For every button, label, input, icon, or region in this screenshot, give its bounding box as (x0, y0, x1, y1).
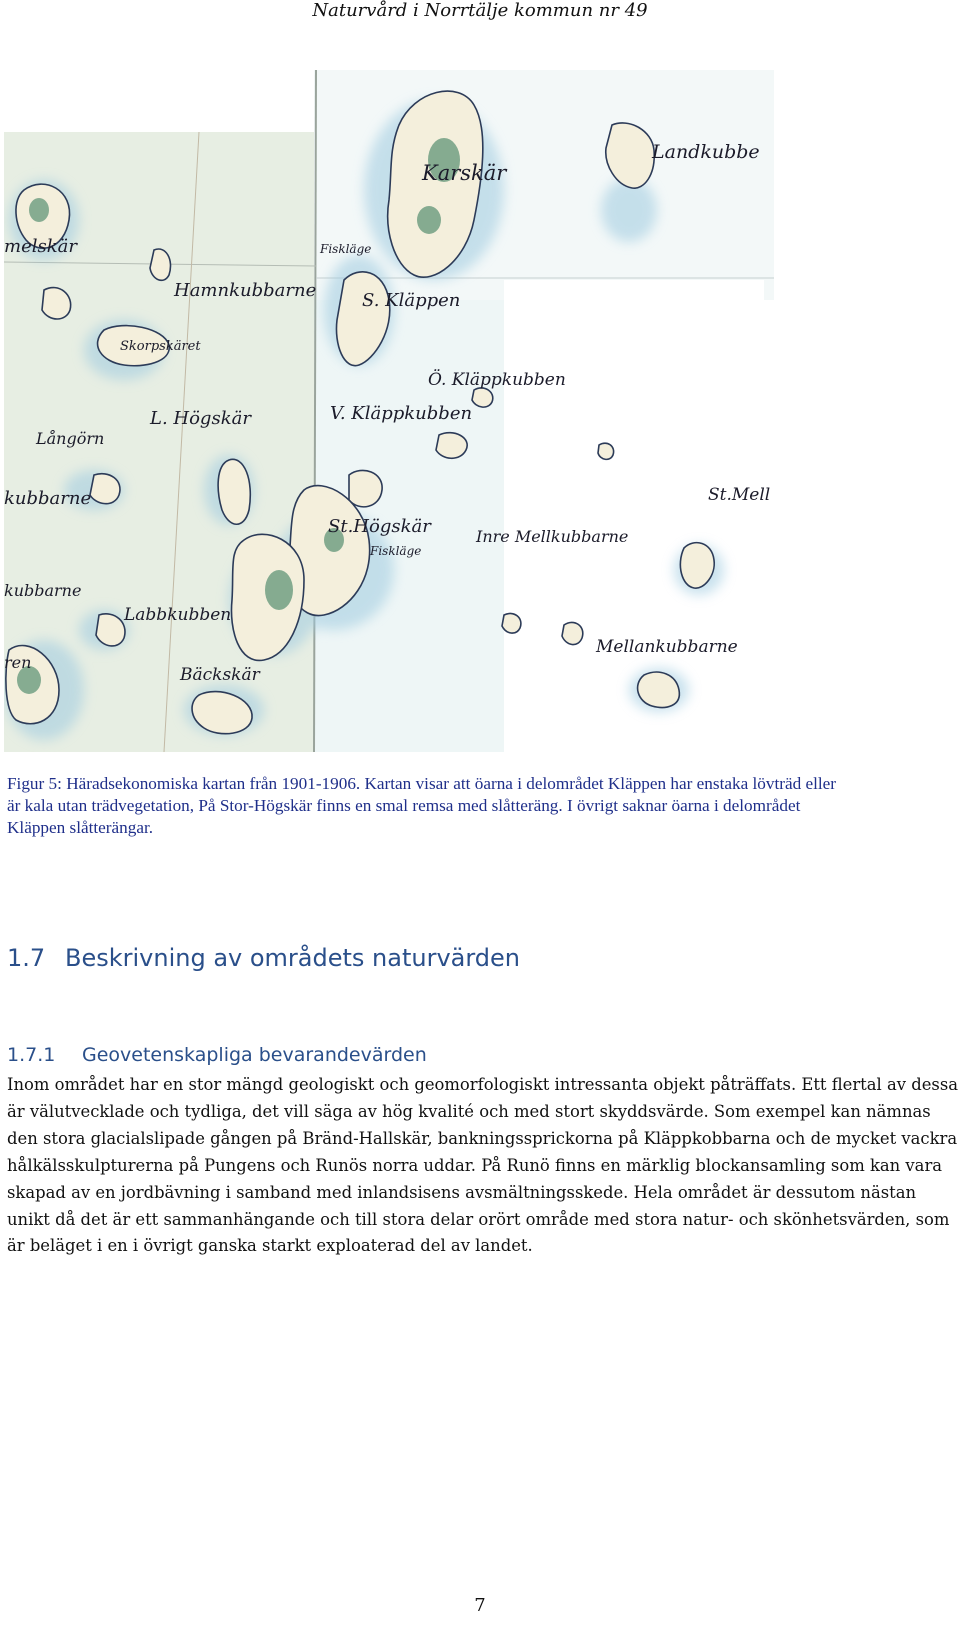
subsection-title: Geovetenskapliga bevarandevärden (82, 1044, 427, 1066)
map-label-fisklage-2: Fiskläge (370, 544, 422, 558)
map-label-kubbarne-2: kubbarne (4, 581, 82, 600)
map-label-landkubbe: Landkubbe (652, 141, 760, 163)
page-number: 7 (474, 1595, 486, 1616)
map-label-backskar: Bäckskär (180, 665, 260, 685)
figure-caption: Figur 5: Häradsekonomiska kartan från 1901-1906. Kartan visar att öarna i delområdet Kläppen har enstaka lövträd eller är kala utan trädvegetation, På Stor-Högskär finns en smal remsa med slåtteräng. I övrigt saknar öarna i delområdet Kläppen slåtterängar. (7, 774, 837, 837)
map-label-st-mell: St.Mell (708, 485, 771, 505)
map-label-st-hogskar: St.Högskär (328, 516, 431, 537)
map-label-fisklage-1: Fiskläge (320, 242, 372, 256)
historical-map (4, 70, 804, 752)
map-label-hamnkubbarne: Hamnkubbarne (174, 280, 317, 301)
map-label-melskar: melskär (4, 236, 77, 257)
section-number: 1.7 (7, 944, 46, 972)
map-label-langorn: Långörn (36, 429, 105, 448)
map-sheet-right-lower (504, 280, 764, 740)
section-heading (7, 944, 520, 972)
subsection-heading (7, 1044, 427, 1066)
section-title: Beskrivning av områdets naturvärden (65, 944, 521, 972)
map-label-inre-mellkubbarne: Inre Mellkubbarne (476, 527, 629, 546)
map-label-mellankubbarne: Mellankubbarne (596, 637, 738, 657)
map-label-ren: ren (4, 653, 32, 672)
map-label-kubbarne-1: kubbarne (4, 488, 92, 509)
body-paragraph: Inom området har en stor mängd geologiskt och geomorfologiskt intressanta objekt påträffats. Ett flertal av dessa är välutvecklade och tydliga, det vill säga av hög kvalité och med stort skyddsvärde. Som exempel kan nämnas den stora glacialslipade gången på Bränd-Hallskär, bankningssprickorna på Kläppkobbarna och de mycket vackra hålkälsskulpturerna på Pungens och Runös norra uddar. På Runö finns en märklig blockansamling som kan vara skapad av en jordbävning i samband med inlandsisens avsmältningsskede. Hela området är dessutom nästan unikt då det är ett sammanhängande och till stora delar orört område med stora natur- och skönhetsvärden, som är beläget i en i övrigt ganska starkt exploaterad del av landet. (7, 1075, 959, 1256)
subsection-number: 1.7.1 (7, 1044, 56, 1066)
running-header: Naturvård i Norrtälje kommun nr 49 (312, 0, 648, 21)
map-label-karskar: Karskär (422, 161, 507, 185)
map-label-l-hogskar: L. Högskär (150, 408, 251, 429)
map-label-skorpskaret: Skorpskäret (120, 339, 201, 354)
map-label-labbkubben: Labbkubben (124, 605, 232, 625)
map-label-s-klappen: S. Kläppen (362, 290, 461, 311)
map-label-v-klappkubben: V. Kläppkubben (330, 403, 473, 424)
map-label-o-klappkubben: Ö. Kläppkubben (428, 370, 566, 390)
